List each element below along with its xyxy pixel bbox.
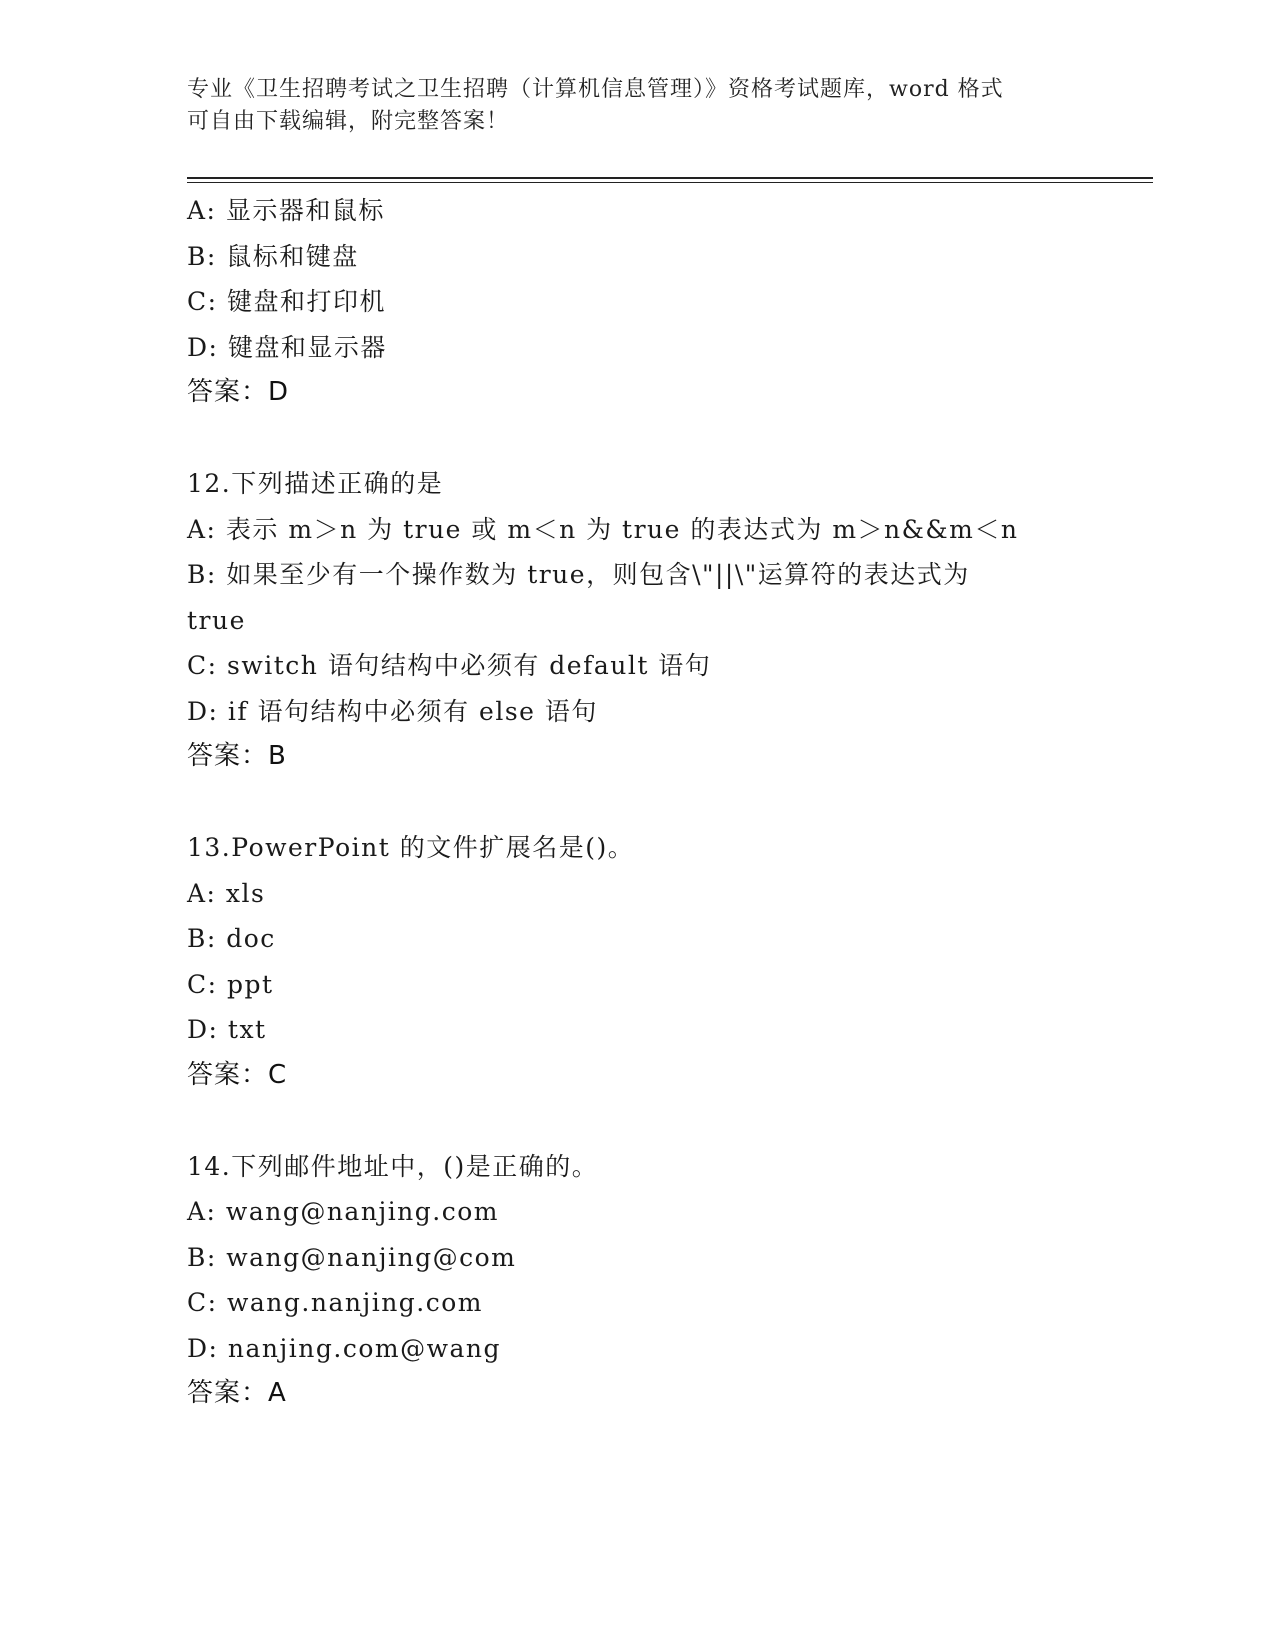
q11-option-d: D: 键盘和显示器 [187,332,387,362]
q13-title: 13.PowerPoint 的文件扩展名是()。 [187,833,635,862]
spacer [187,780,1087,826]
header-line-1: 专业《卫生招聘考试之卫生招聘（计算机信息管理）》资格考试题库，word 格式 [187,77,1004,102]
question-list [187,188,1087,1417]
q14-title: 14.下列邮件地址中，()是正确的。 [187,1151,599,1181]
q12-title: 12.下列描述正确的是 [187,469,444,498]
question-14 [187,1144,1087,1417]
spacer [187,1098,1087,1144]
q13-option-a: A: xls [187,878,266,908]
q12-option-a: A: 表示 m＞n 为 true 或 m＜n 为 true 的表达式为 m＞n&&m＜n [187,514,1019,544]
header-divider-thick [187,177,1153,179]
q12-option-c: C: switch 语句结构中必须有 default 语句 [187,651,712,680]
document-header [187,74,1087,138]
q12-option-d: D: if 语句结构中必须有 else 语句 [187,696,598,726]
q12-option-b-line-2: true [187,605,246,635]
question-11 [187,188,1087,416]
q14-option-c: C: wang.nanjing.com [187,1288,484,1317]
q13-option-c: C: ppt [187,969,274,999]
q11-option-c: C: 键盘和打印机 [187,287,386,316]
q14-option-d: D: nanjing.com@wang [187,1333,501,1363]
q11-option-a: A: 显示器和鼠标 [187,196,385,225]
q12-answer: 答案：B [187,741,287,771]
question-12 [187,461,1087,780]
q14-option-b: B: wang@nanjing@com [187,1242,517,1272]
header-line-2: 可自由下载编辑，附完整答案！ [187,109,510,134]
q11-option-b: B: 鼠标和键盘 [187,241,359,271]
q13-answer: 答案：C [187,1059,288,1090]
question-13 [187,825,1087,1098]
header-divider-thin [187,182,1153,183]
q11-answer: 答案：D [187,377,290,407]
q12-option-b-line-1: B: 如果至少有一个操作数为 true，则包含\"||\"运算符的表达式为 [187,560,970,589]
q13-option-b: B: doc [187,924,276,953]
q13-option-d: D: txt [187,1015,267,1044]
spacer [187,416,1087,462]
q14-option-a: A: wang@nanjing.com [187,1197,499,1226]
q14-answer: 答案：A [187,1378,287,1408]
